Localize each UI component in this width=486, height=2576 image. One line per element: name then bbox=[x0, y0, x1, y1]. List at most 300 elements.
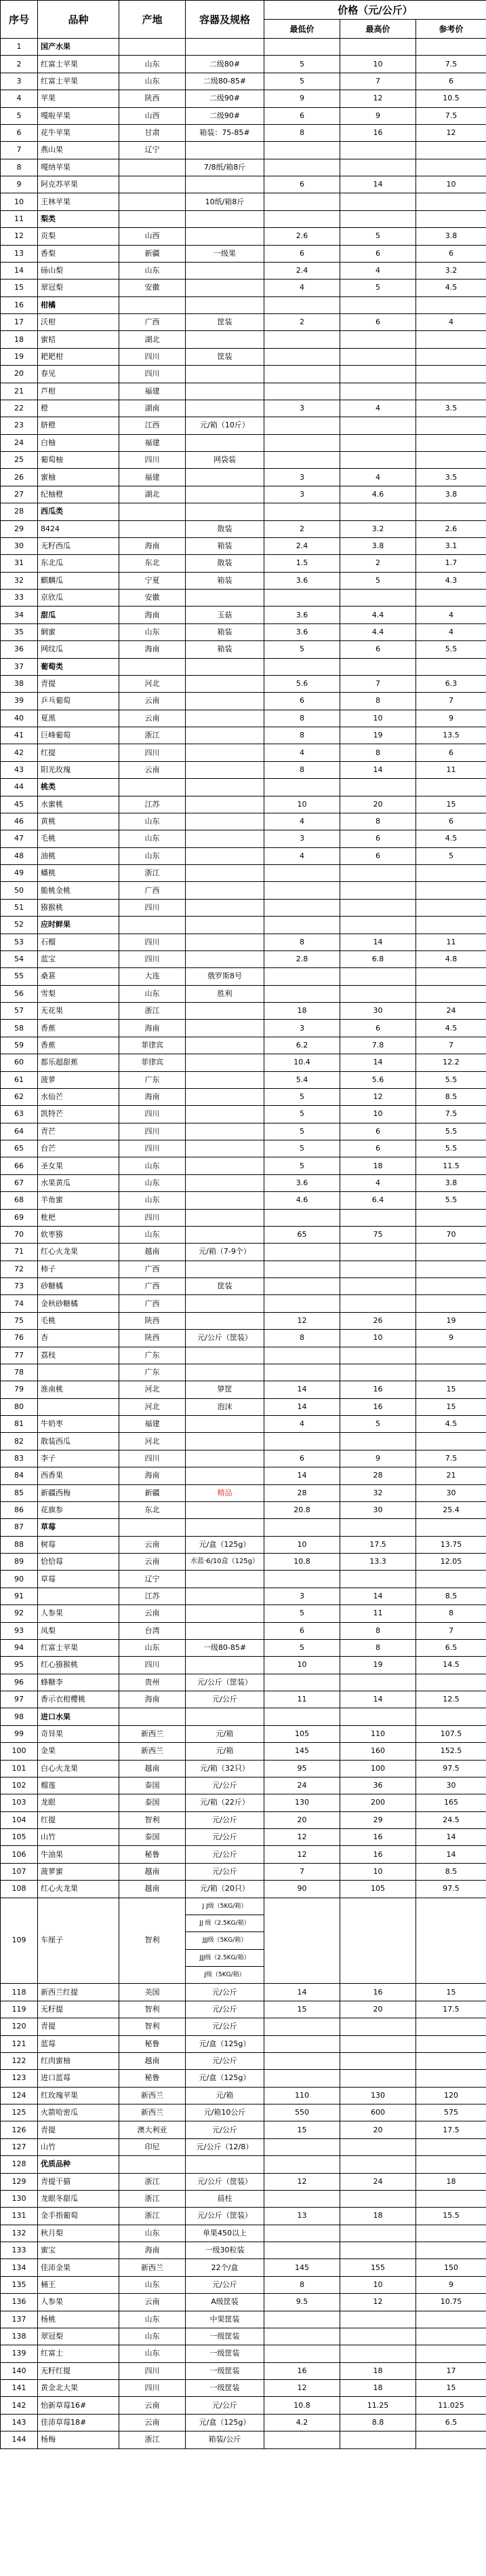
table-row bbox=[1, 1881, 486, 1898]
cell-name: 桑葚 bbox=[38, 968, 119, 985]
cell-origin: 智利 bbox=[119, 1811, 186, 1828]
cell-high: 4.4 bbox=[340, 607, 416, 623]
cell-low: 5 bbox=[264, 73, 340, 90]
cell-high: 36 bbox=[340, 1777, 416, 1794]
cell-name: 凯特芒 bbox=[38, 1106, 119, 1123]
cell-low: 5.4 bbox=[264, 1071, 340, 1088]
table-row bbox=[1, 520, 486, 537]
cell-high: 8 bbox=[340, 693, 416, 710]
cell-ref: 4.3 bbox=[416, 572, 486, 589]
cell-spec bbox=[186, 1312, 264, 1329]
cell-seq: 79 bbox=[1, 1381, 38, 1398]
cell-high: 600 bbox=[340, 2104, 416, 2121]
cell-spec bbox=[186, 1657, 264, 1674]
table-row bbox=[1, 623, 486, 640]
cell-low bbox=[264, 1295, 340, 1312]
cell-name: 人参果 bbox=[38, 2294, 119, 2311]
cell-high bbox=[340, 882, 416, 899]
cell-origin: 东北 bbox=[119, 555, 186, 572]
cell-origin: 浙江 bbox=[119, 1003, 186, 1020]
cell-origin: 浙江 bbox=[119, 2173, 186, 2190]
cell-ref: 4 bbox=[416, 623, 486, 640]
cell-origin: 河北 bbox=[119, 675, 186, 692]
table-row bbox=[1, 2380, 486, 2397]
cell-high: 10 bbox=[340, 1330, 416, 1347]
cell-spec: 元/公斤 bbox=[186, 1863, 264, 1880]
cell-low: 3 bbox=[264, 469, 340, 486]
cell-seq: 49 bbox=[1, 865, 38, 882]
cell-name: 菠萝蜜 bbox=[38, 1863, 119, 1880]
cell-seq: 38 bbox=[1, 675, 38, 692]
cell-high: 5 bbox=[340, 228, 416, 245]
cell-spec bbox=[186, 899, 264, 916]
table-row bbox=[1, 1691, 486, 1708]
cell-seq: 62 bbox=[1, 1088, 38, 1105]
cell-low: 8 bbox=[264, 934, 340, 950]
cell-spec bbox=[186, 813, 264, 830]
cell-ref bbox=[416, 2345, 486, 2362]
cell-origin: 湖北 bbox=[119, 331, 186, 348]
cell-name: 石榴 bbox=[38, 934, 119, 950]
cell-name: 无籽提 bbox=[38, 2001, 119, 2018]
cell-low: 8 bbox=[264, 2276, 340, 2293]
cell-low: 110 bbox=[264, 2087, 340, 2104]
cell-seq: 27 bbox=[1, 486, 38, 503]
cell-ref bbox=[416, 2242, 486, 2259]
cell-name: 葡萄柚 bbox=[38, 452, 119, 469]
cell-low: 6 bbox=[264, 693, 340, 710]
cell-name bbox=[38, 1398, 119, 1415]
cell-ref: 12.2 bbox=[416, 1054, 486, 1071]
category-row bbox=[1, 296, 486, 313]
cell-ref bbox=[416, 2431, 486, 2448]
cell-low: 9.5 bbox=[264, 2294, 340, 2311]
cell-name: 橙 bbox=[38, 400, 119, 417]
table-row bbox=[1, 761, 486, 778]
cell-high: 4 bbox=[340, 400, 416, 417]
cell-ref bbox=[416, 159, 486, 176]
cell-high bbox=[340, 193, 416, 210]
cell-seq: 21 bbox=[1, 383, 38, 400]
cell-name: 梨类 bbox=[38, 210, 119, 227]
cell-origin: 智利 bbox=[119, 1898, 186, 1984]
table-row bbox=[1, 1364, 486, 1381]
cell-low: 2 bbox=[264, 520, 340, 537]
cell-spec bbox=[186, 1020, 264, 1037]
cell-origin: 秘鲁 bbox=[119, 1846, 186, 1863]
cell-spec bbox=[186, 1261, 264, 1277]
cell-low bbox=[264, 2431, 340, 2448]
cell-low: 3 bbox=[264, 1020, 340, 1037]
cell-name: 红心猕猴桃 bbox=[38, 1657, 119, 1674]
cell-spec bbox=[186, 1501, 264, 1518]
cell-spec: 筐装 bbox=[186, 314, 264, 331]
table-row bbox=[1, 2190, 486, 2207]
cell-low: 5.6 bbox=[264, 675, 340, 692]
cell-high bbox=[340, 2328, 416, 2345]
cell-ref: 9 bbox=[416, 1330, 486, 1347]
cell-ref bbox=[416, 985, 486, 1002]
cell-low: 4.2 bbox=[264, 2414, 340, 2431]
table-row bbox=[1, 1811, 486, 1828]
cell-high bbox=[340, 1674, 416, 1691]
cell-ref: 152.5 bbox=[416, 1743, 486, 1760]
cell-low: 12 bbox=[264, 2380, 340, 2397]
table-row bbox=[1, 262, 486, 279]
cell-spec: 一级筐装 bbox=[186, 2380, 264, 2397]
table-row bbox=[1, 452, 486, 469]
cell-low bbox=[264, 417, 340, 434]
cell-low: 8 bbox=[264, 710, 340, 727]
cell-seq: 105 bbox=[1, 1829, 38, 1846]
cell-high: 6 bbox=[340, 1140, 416, 1157]
cell-origin: 山东 bbox=[119, 847, 186, 864]
cell-origin: 安徽 bbox=[119, 590, 186, 607]
cell-ref bbox=[416, 2138, 486, 2155]
cell-low bbox=[264, 917, 340, 934]
cell-seq: 90 bbox=[1, 1571, 38, 1588]
cell-seq: 131 bbox=[1, 2208, 38, 2225]
cell-high: 11 bbox=[340, 1605, 416, 1622]
cell-high: 5.6 bbox=[340, 1071, 416, 1088]
cell-seq: 135 bbox=[1, 2276, 38, 2293]
cell-ref: 10.75 bbox=[416, 2294, 486, 2311]
table-row bbox=[1, 2242, 486, 2259]
table-row bbox=[1, 2294, 486, 2311]
cell-origin: 新西兰 bbox=[119, 1725, 186, 1742]
cell-origin bbox=[119, 2156, 186, 2173]
cell-name: 山竹 bbox=[38, 2138, 119, 2155]
cell-ref: 6 bbox=[416, 813, 486, 830]
cell-ref: 3.1 bbox=[416, 537, 486, 554]
cell-seq: 140 bbox=[1, 2362, 38, 2379]
cell-name: 都乐超甜蕉 bbox=[38, 1054, 119, 1071]
cell-high bbox=[340, 985, 416, 1002]
cell-seq: 85 bbox=[1, 1484, 38, 1501]
cell-name: 佳沛金果 bbox=[38, 2259, 119, 2276]
table-row bbox=[1, 1244, 486, 1261]
cell-seq: 102 bbox=[1, 1777, 38, 1794]
cell-seq: 16 bbox=[1, 296, 38, 313]
cell-seq: 14 bbox=[1, 262, 38, 279]
cell-spec: 元/盒（125g） bbox=[186, 1536, 264, 1553]
table-row bbox=[1, 2173, 486, 2190]
cell-origin bbox=[119, 159, 186, 176]
cell-seq: 103 bbox=[1, 1794, 38, 1811]
category-row bbox=[1, 658, 486, 675]
cell-seq: 63 bbox=[1, 1106, 38, 1123]
cell-origin: 山东 bbox=[119, 813, 186, 830]
cell-name: 荔枝 bbox=[38, 1347, 119, 1364]
cell-ref bbox=[416, 1261, 486, 1277]
cell-seq: 59 bbox=[1, 1037, 38, 1054]
cell-high: 4.6 bbox=[340, 486, 416, 503]
table-row bbox=[1, 2104, 486, 2121]
table-row bbox=[1, 1140, 486, 1157]
cell-low: 10 bbox=[264, 1536, 340, 1553]
cell-seq: 134 bbox=[1, 2259, 38, 2276]
cell-high: 14 bbox=[340, 934, 416, 950]
cell-origin: 陕西 bbox=[119, 1312, 186, 1329]
cell-origin: 四川 bbox=[119, 1140, 186, 1157]
cell-name: 龙眼冬甜瓜 bbox=[38, 2190, 119, 2207]
cell-seq: 94 bbox=[1, 1639, 38, 1656]
cell-spec bbox=[186, 280, 264, 296]
cell-name: 台芒 bbox=[38, 1140, 119, 1157]
cell-ref: 7.5 bbox=[416, 107, 486, 124]
cell-seq: 50 bbox=[1, 882, 38, 899]
cell-spec: 二级90# bbox=[186, 90, 264, 107]
cell-name: 葡萄类 bbox=[38, 658, 119, 675]
cell-ref bbox=[416, 1209, 486, 1226]
cell-high: 10 bbox=[340, 710, 416, 727]
cell-origin: 四川 bbox=[119, 2380, 186, 2397]
cell-origin: 安徽 bbox=[119, 280, 186, 296]
cell-high bbox=[340, 1708, 416, 1725]
cell-seq: 61 bbox=[1, 1071, 38, 1088]
table-row bbox=[1, 1261, 486, 1277]
cell-name: 蓝莓 bbox=[38, 2035, 119, 2052]
cell-low bbox=[264, 658, 340, 675]
table-row bbox=[1, 383, 486, 400]
cell-ref: 24 bbox=[416, 1003, 486, 1020]
cell-high bbox=[340, 1261, 416, 1277]
cell-low: 10.8 bbox=[264, 1554, 340, 1571]
spec-sub-item: JJJ级（2.5KG/箱） bbox=[186, 1949, 264, 1966]
cell-low: 12 bbox=[264, 1312, 340, 1329]
table-row bbox=[1, 348, 486, 365]
cell-ref bbox=[416, 1898, 486, 1984]
cell-spec bbox=[186, 228, 264, 245]
cell-low: 10.8 bbox=[264, 2397, 340, 2414]
cell-spec: 元/公斤（筐装） bbox=[186, 2173, 264, 2190]
cell-spec bbox=[186, 1433, 264, 1450]
table-row bbox=[1, 1192, 486, 1209]
cell-name: 青提干猫 bbox=[38, 2173, 119, 2190]
cell-low: 3 bbox=[264, 1588, 340, 1604]
cell-ref: 165 bbox=[416, 1794, 486, 1811]
table-row bbox=[1, 417, 486, 434]
cell-seq: 15 bbox=[1, 280, 38, 296]
cell-origin: 泰国 bbox=[119, 1777, 186, 1794]
cell-high: 8 bbox=[340, 1639, 416, 1656]
cell-high bbox=[340, 2431, 416, 2448]
cell-ref: 120 bbox=[416, 2087, 486, 2104]
cell-ref bbox=[416, 331, 486, 348]
cell-high: 13.3 bbox=[340, 1554, 416, 1571]
cell-high bbox=[340, 296, 416, 313]
cell-low: 5 bbox=[264, 1157, 340, 1174]
cell-seq: 122 bbox=[1, 2052, 38, 2069]
cell-origin: 台湾 bbox=[119, 1622, 186, 1639]
cell-seq: 32 bbox=[1, 572, 38, 589]
cell-spec: 一级筐装 bbox=[186, 2328, 264, 2345]
cell-seq: 118 bbox=[1, 1984, 38, 2001]
cell-seq: 101 bbox=[1, 1760, 38, 1777]
cell-ref bbox=[416, 2018, 486, 2035]
cell-high: 32 bbox=[340, 1484, 416, 1501]
cell-seq: 75 bbox=[1, 1312, 38, 1329]
cell-name bbox=[38, 1364, 119, 1381]
cell-seq: 57 bbox=[1, 1003, 38, 1020]
table-row bbox=[1, 1209, 486, 1226]
cell-name: 花旗参 bbox=[38, 1501, 119, 1518]
cell-ref: 4.5 bbox=[416, 830, 486, 847]
table-row bbox=[1, 90, 486, 107]
cell-seq: 76 bbox=[1, 1330, 38, 1347]
cell-seq: 35 bbox=[1, 623, 38, 640]
cell-spec bbox=[186, 658, 264, 675]
cell-origin: 广西 bbox=[119, 1295, 186, 1312]
cell-origin: 山东 bbox=[119, 262, 186, 279]
cell-low bbox=[264, 2190, 340, 2207]
cell-low bbox=[264, 1674, 340, 1691]
cell-name: 杨梅 bbox=[38, 2431, 119, 2448]
cell-high: 5 bbox=[340, 1416, 416, 1433]
table-row bbox=[1, 537, 486, 554]
cell-ref bbox=[416, 2052, 486, 2069]
cell-high bbox=[340, 968, 416, 985]
cell-spec bbox=[186, 796, 264, 813]
table-row bbox=[1, 1863, 486, 1880]
cell-ref: 24.5 bbox=[416, 1811, 486, 1828]
cell-name: 香示衣柑樱桃 bbox=[38, 1691, 119, 1708]
cell-name: 国产水果 bbox=[38, 39, 119, 56]
cell-high: 14 bbox=[340, 761, 416, 778]
cell-high bbox=[340, 590, 416, 607]
table-row bbox=[1, 124, 486, 141]
cell-spec bbox=[186, 1364, 264, 1381]
cell-origin: 广西 bbox=[119, 882, 186, 899]
cell-spec: 元/公斤 bbox=[186, 2276, 264, 2293]
cell-high: 14 bbox=[340, 1691, 416, 1708]
cell-origin: 山东 bbox=[119, 623, 186, 640]
cell-seq: 141 bbox=[1, 2380, 38, 2397]
cell-name: 青芒 bbox=[38, 1123, 119, 1140]
cell-spec: 元/箱（22斤） bbox=[186, 1794, 264, 1811]
cell-high bbox=[340, 2225, 416, 2242]
cell-low: 4 bbox=[264, 813, 340, 830]
table-row bbox=[1, 2052, 486, 2069]
cell-seq: 73 bbox=[1, 1278, 38, 1295]
cell-low: 8 bbox=[264, 1330, 340, 1347]
cell-spec: 筐装 bbox=[186, 1278, 264, 1295]
cell-spec bbox=[186, 1295, 264, 1312]
cell-seq: 58 bbox=[1, 1020, 38, 1037]
cell-seq: 136 bbox=[1, 2294, 38, 2311]
cell-seq: 68 bbox=[1, 1192, 38, 1209]
cell-spec: 一级筐装 bbox=[186, 2362, 264, 2379]
cell-spec bbox=[186, 1622, 264, 1639]
cell-high: 16 bbox=[340, 1381, 416, 1398]
cell-low: 105 bbox=[264, 1725, 340, 1742]
cell-spec bbox=[186, 1588, 264, 1604]
cell-low bbox=[264, 2345, 340, 2362]
cell-high bbox=[340, 2345, 416, 2362]
cell-origin: 越南 bbox=[119, 2052, 186, 2069]
cell-spec bbox=[186, 1519, 264, 1536]
cell-seq: 95 bbox=[1, 1657, 38, 1674]
cell-name: 无籽西瓜 bbox=[38, 537, 119, 554]
cell-spec bbox=[186, 727, 264, 744]
cell-low bbox=[264, 2328, 340, 2345]
cell-origin: 山西 bbox=[119, 107, 186, 124]
cell-high bbox=[340, 2190, 416, 2207]
cell-name: 新疆西梅 bbox=[38, 1484, 119, 1501]
cell-spec: 二级80-85# bbox=[186, 73, 264, 90]
cell-origin: 四川 bbox=[119, 1123, 186, 1140]
cell-spec bbox=[186, 1140, 264, 1157]
cell-spec: 一级80-85# bbox=[186, 1639, 264, 1656]
cell-ref: 15.5 bbox=[416, 2208, 486, 2225]
cell-name: 恰恰莓 bbox=[38, 1554, 119, 1571]
cell-spec: 一级30粒装 bbox=[186, 2242, 264, 2259]
cell-spec: 箱装 bbox=[186, 537, 264, 554]
table-row bbox=[1, 1725, 486, 1742]
cell-spec: 箱装 bbox=[186, 641, 264, 658]
cell-ref: 3.5 bbox=[416, 400, 486, 417]
cell-spec: 元/箱 bbox=[186, 1725, 264, 1742]
cell-high bbox=[340, 1519, 416, 1536]
cell-ref: 575 bbox=[416, 2104, 486, 2121]
cell-ref: 8.5 bbox=[416, 1088, 486, 1105]
cell-low bbox=[264, 39, 340, 56]
cell-spec: 箱装 bbox=[186, 623, 264, 640]
header-name: 品种 bbox=[38, 1, 119, 39]
cell-low: 3.6 bbox=[264, 607, 340, 623]
cell-high: 6 bbox=[340, 641, 416, 658]
cell-spec bbox=[186, 882, 264, 899]
cell-seq: 89 bbox=[1, 1554, 38, 1571]
cell-high: 8 bbox=[340, 744, 416, 761]
cell-seq: 66 bbox=[1, 1157, 38, 1174]
cell-seq: 2 bbox=[1, 56, 38, 73]
cell-high bbox=[340, 2138, 416, 2155]
cell-origin: 越南 bbox=[119, 1863, 186, 1880]
cell-origin: 辽宁 bbox=[119, 1571, 186, 1588]
cell-ref: 2.6 bbox=[416, 520, 486, 537]
cell-name: 夏黑 bbox=[38, 710, 119, 727]
cell-high bbox=[340, 1433, 416, 1450]
cell-high: 4 bbox=[340, 469, 416, 486]
cell-low: 14 bbox=[264, 1398, 340, 1415]
cell-high bbox=[340, 1278, 416, 1295]
cell-seq: 65 bbox=[1, 1140, 38, 1157]
cell-high: 10 bbox=[340, 2276, 416, 2293]
table-row bbox=[1, 228, 486, 245]
cell-high bbox=[340, 899, 416, 916]
cell-low bbox=[264, 193, 340, 210]
table-row bbox=[1, 366, 486, 383]
cell-ref bbox=[416, 968, 486, 985]
cell-high: 3.8 bbox=[340, 537, 416, 554]
cell-high: 18 bbox=[340, 2380, 416, 2397]
cell-name: 进口蓝莓 bbox=[38, 2070, 119, 2087]
table-row bbox=[1, 675, 486, 692]
category-row bbox=[1, 210, 486, 227]
cell-spec bbox=[186, 366, 264, 383]
cell-low: 8 bbox=[264, 124, 340, 141]
cell-name: 蜂糖李 bbox=[38, 1674, 119, 1691]
cell-origin bbox=[119, 193, 186, 210]
cell-spec: 元/箱10公斤 bbox=[186, 2104, 264, 2121]
cell-low bbox=[264, 1898, 340, 1984]
cell-origin: 云南 bbox=[119, 710, 186, 727]
cell-low: 130 bbox=[264, 1794, 340, 1811]
cell-name: 红提 bbox=[38, 1811, 119, 1828]
cell-origin: 秘鲁 bbox=[119, 2035, 186, 2052]
cell-low: 10 bbox=[264, 796, 340, 813]
